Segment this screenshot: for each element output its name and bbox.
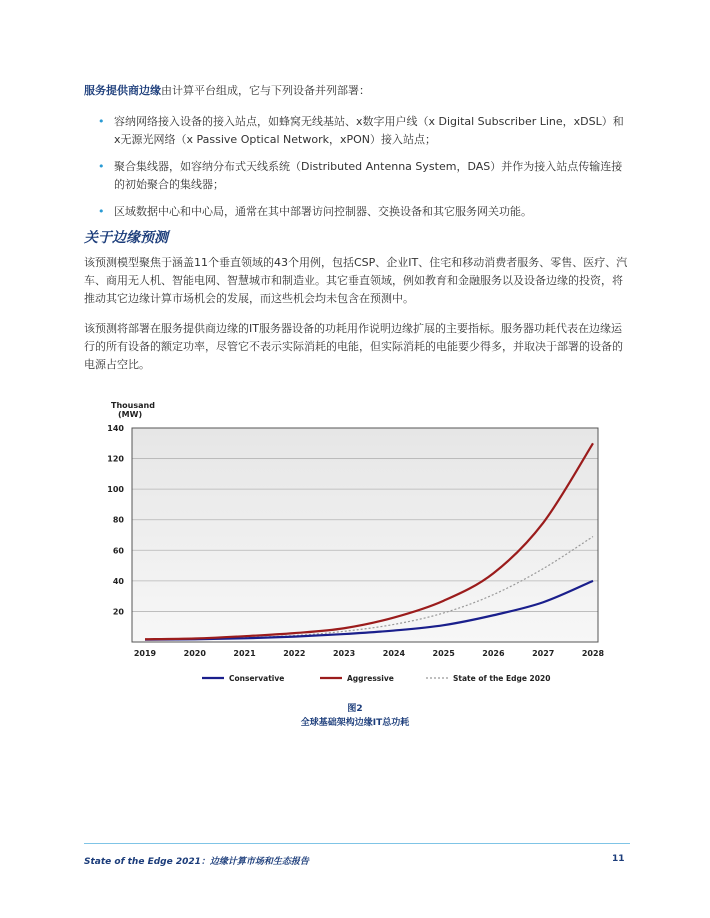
deployment-list (98, 113, 628, 230)
x-tick-label: 2020 (183, 649, 206, 658)
x-tick-label: 2026 (482, 649, 505, 658)
list-item (98, 113, 628, 149)
power-forecast-chart (100, 396, 620, 695)
y-axis-unit: (MW) (118, 410, 143, 419)
x-tick-label: 2027 (532, 649, 555, 658)
x-tick-label: 2023 (332, 649, 356, 658)
x-tick-label: 2022 (283, 649, 306, 658)
x-tick-label: 2019 (133, 649, 157, 658)
list-item-text: 聚合集线器，如容纳分布式天线系统（Distributed Antenna System，DAS）并作为接入站点传输连接的初始聚合的集线器； (114, 160, 623, 191)
figure-number: 图2 (347, 704, 363, 714)
intro-paragraph (84, 82, 634, 100)
y-tick-label: 80 (112, 515, 124, 525)
chart-svg (100, 396, 620, 691)
footer-divider (84, 843, 630, 844)
y-tick-label: 120 (107, 454, 124, 464)
forecast-paragraph-2: 该预测将部署在服务提供商边缘的IT服务器设备的功耗用作说明边缘扩展的主要指标。服务器功耗代表在边缘运行的所有设备的额定功率，尽管它不表示实际消耗的电能，但实际消耗的电能要少得多，并取决于部署的设备的电源占空比。 (84, 322, 623, 371)
bullet-icon: • (98, 160, 105, 173)
y-tick-label: 100 (107, 485, 124, 495)
x-tick-label: 2028 (581, 649, 605, 658)
y-tick-label: 60 (112, 546, 124, 556)
x-tick-label: 2021 (233, 649, 256, 658)
legend-label: Aggressive (347, 674, 394, 683)
y-tick-label: 140 (107, 424, 124, 433)
intro-rest: 由计算平台组成，它与下列设备并列部署： (161, 84, 370, 97)
legend-label: State of the Edge 2020 (453, 674, 551, 683)
y-tick-label: 40 (112, 576, 124, 586)
footer-report-title: State of the Edge 2021：边缘计算市场和生态报告 (84, 857, 309, 867)
list-item (98, 158, 628, 194)
intro-lead-term: 服务提供商边缘 (84, 84, 161, 97)
y-tick-label: 20 (112, 607, 124, 617)
forecast-paragraph-1: 该预测模型聚焦于涵盖11个垂直领域的43个用例，包括CSP、企业IT、住宅和移动消费者服务、零售、医疗、汽车、商用无人机、智能电网、智慧城市和制造业。其它垂直领域，例如教育和金融服务以及设备边缘的投资，将推动其它边缘计算市场机会的发展，而这些机会均未包含在预测中。 (84, 256, 628, 305)
list-item (98, 203, 628, 221)
bullet-icon: • (98, 115, 105, 128)
x-tick-label: 2024 (382, 649, 406, 658)
plot-area (132, 428, 598, 642)
section-heading: 关于边缘预测 (84, 230, 168, 246)
figure-title: 全球基础架构边缘IT总功耗 (300, 718, 410, 728)
bullet-icon: • (98, 205, 105, 218)
y-axis-label: Thousand (111, 401, 155, 410)
page-number: 11 (612, 854, 625, 864)
list-item-text: 区域数据中心和中心局，通常在其中部署访问控制器、交换设备和其它服务网关功能。 (114, 205, 532, 218)
x-tick-label: 2025 (432, 649, 455, 658)
legend-label: Conservative (229, 674, 285, 683)
list-item-text: 容纳网络接入设备的接入站点，如蜂窝无线基站、x数字用户线（x Digital Subscriber Line，xDSL）和x无源光网络（x Passive Optical Network，xPON）接入站点； (114, 115, 624, 146)
